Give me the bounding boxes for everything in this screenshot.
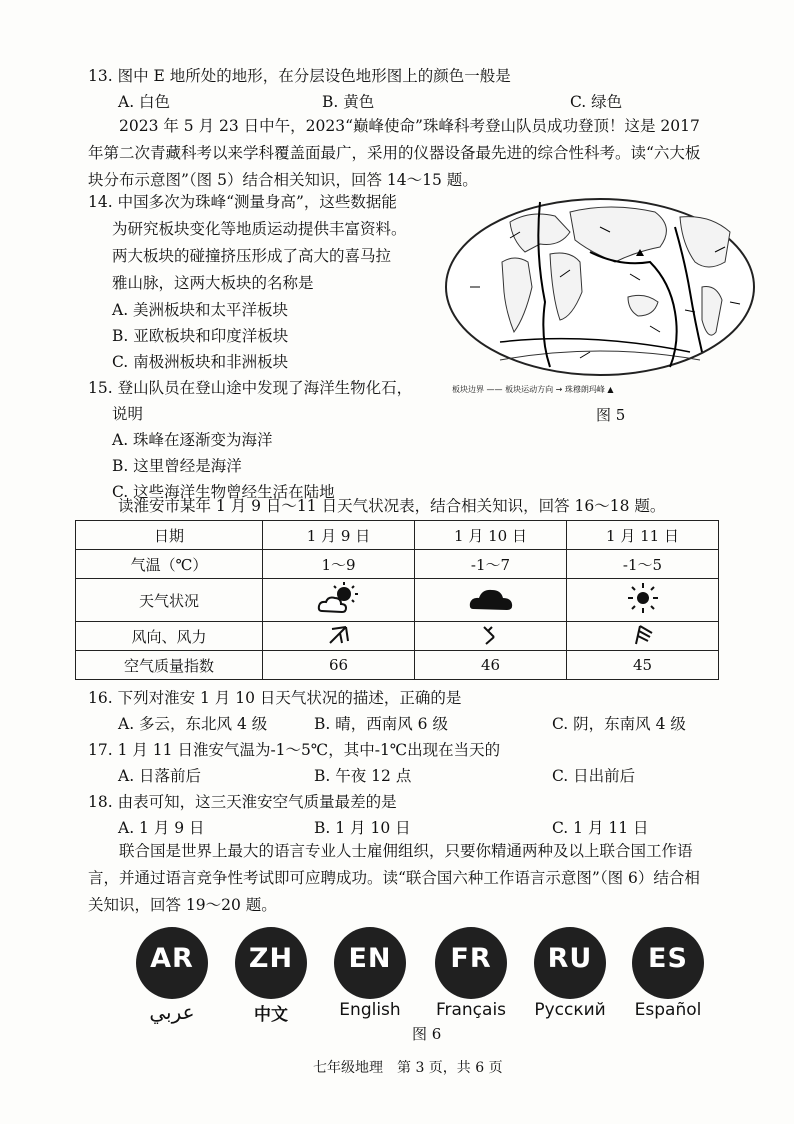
sunny-icon — [624, 581, 662, 615]
language-name-en: English — [339, 1000, 401, 1020]
language-badge-es — [632, 927, 704, 999]
language-badge-zh — [235, 927, 307, 999]
q14-option-a: A. 美洲板块和太平洋板块 — [112, 301, 289, 319]
language-badge-fr — [435, 927, 507, 999]
intro-19-20: 联合国是世界上最大的语言专业人士雇佣组织，只要你精通两种及以上联合国工作语言，并通过语言竞争性考试即可应聘成功。读“联合国六种工作语言示意图”（图 6）结合相关知识，回答 19～20 题。 — [88, 842, 700, 914]
fig5-caption: 图 5 — [596, 406, 626, 424]
language-name-ru: Русский — [534, 1000, 606, 1020]
temp-cell: -1～5 — [567, 550, 719, 579]
q13-option-b: B. 黄色 — [322, 93, 375, 111]
q16-option-c: C. 阴，东南风 4 级 — [552, 715, 686, 733]
table-row — [76, 651, 719, 680]
q13-option-a: A. 白色 — [118, 93, 171, 111]
temp-cell: 1～9 — [263, 550, 415, 579]
badge-code: EN — [348, 943, 392, 974]
q13-stem: 13. 图中 E 地所处的地形，在分层设色地形图上的颜色一般是 — [88, 67, 511, 85]
q17-option-b: B. 午夜 12 点 — [314, 767, 412, 785]
row-label-temp: 气温（℃） — [76, 550, 263, 579]
table-row — [76, 521, 719, 550]
map-legend: 板块边界 —— 板块运动方向 → 珠穆朗玛峰 ▲ — [452, 385, 614, 394]
q14-option-b: B. 亚欧板块和印度洋板块 — [112, 327, 289, 345]
q14-option-c: C. 南极洲板块和非洲板块 — [112, 353, 289, 371]
fig6-caption: 图 6 — [412, 1025, 442, 1043]
badge-code: ZH — [248, 943, 294, 974]
language-name-zh: 中文 — [254, 1005, 288, 1025]
badge-code: RU — [547, 943, 593, 974]
aqi-cell: 46 — [415, 651, 567, 680]
badge-code: AR — [150, 943, 194, 974]
row-label-weather: 天气状况 — [76, 579, 263, 622]
row-label-aqi: 空气质量指数 — [76, 651, 263, 680]
language-badge-en — [334, 927, 406, 999]
overcast-icon — [468, 583, 514, 613]
southeast-4-icon — [630, 623, 656, 645]
table-header-cell: 日期 — [76, 521, 263, 550]
table-header-cell: 1 月 10 日 — [415, 521, 567, 550]
temp-cell: -1～7 — [415, 550, 567, 579]
q16-option-b: B. 晴，西南风 6 级 — [314, 715, 448, 733]
q15-option-a: A. 珠峰在逐渐变为海洋 — [112, 431, 273, 449]
q18-option-a: A. 1 月 9 日 — [118, 819, 205, 837]
table-row — [76, 550, 719, 579]
wind-cell — [415, 622, 567, 651]
condition-cell — [567, 579, 719, 622]
language-name-ar: عربي — [149, 1000, 195, 1024]
q14-line-1: 14. 中国多次为珠峰“测量身高”，这些数据能 — [88, 193, 397, 211]
southwest-6-icon — [478, 623, 504, 645]
q18-stem: 18. 由表可知，这三天淮安空气质量最差的是 — [88, 793, 397, 811]
weather-table — [75, 520, 719, 680]
q15-line-1: 15. 登山队员在登山途中发现了海洋生物化石， — [88, 379, 413, 397]
q18-option-b: B. 1 月 10 日 — [314, 819, 411, 837]
table-row — [76, 622, 719, 651]
table-intro: 读淮安市某年 1 月 9 日～11 日天气状况表，结合相关知识，回答 16～18 题。 — [118, 497, 666, 515]
q13-option-c: C. 绿色 — [570, 93, 623, 111]
aqi-cell: 66 — [263, 651, 415, 680]
partly-cloudy-icon — [316, 581, 362, 615]
table-header-cell: 1 月 11 日 — [567, 521, 719, 550]
q18-option-c: C. 1 月 11 日 — [552, 819, 649, 837]
condition-cell — [263, 579, 415, 622]
table-row — [76, 579, 719, 622]
q15-option-b: B. 这里曾经是海洋 — [112, 457, 242, 475]
q17-stem: 17. 1 月 11 日淮安气温为-1～5℃，其中-1℃出现在当天的 — [88, 741, 501, 759]
language-name-fr: Français — [435, 1000, 507, 1020]
q14-line-2: 为研究板块变化等地质运动提供丰富资料。 — [112, 220, 407, 238]
language-badge-ru — [534, 927, 606, 999]
q17-option-c: C. 日出前后 — [552, 767, 636, 785]
q16-option-a: A. 多云，东北风 4 级 — [118, 715, 268, 733]
wind-cell — [263, 622, 415, 651]
condition-cell — [415, 579, 567, 622]
q14-line-4: 雅山脉，这两大板块的名称是 — [112, 274, 314, 292]
q17-option-a: A. 日落前后 — [118, 767, 202, 785]
language-badge-ar — [136, 927, 208, 999]
page-footer: 七年级地理 第 3 页，共 6 页 — [313, 1060, 503, 1076]
q16-stem: 16. 下列对淮安 1 月 10 日天气状况的描述，正确的是 — [88, 689, 462, 707]
row-label-wind: 风向、风力 — [76, 622, 263, 651]
intro-14-15: 2023 年 5 月 23 日中午，2023“巅峰使命”珠峰科考登山队员成功登顶！这是 2017 年第二次青藏科考以来学科覆盖面最广，采用的仪器设备最先进的综合性科考。读“六大板块分布示意图”（图 5）结合相关知识，回答 14～15 题。 — [88, 117, 701, 189]
q15-line-2: 说明 — [112, 405, 144, 423]
table-header-cell: 1 月 9 日 — [263, 521, 415, 550]
badge-code: FR — [450, 943, 492, 974]
wind-cell — [567, 622, 719, 651]
badge-code: ES — [648, 943, 688, 974]
language-name-es: Español — [634, 1000, 702, 1020]
q14-line-3: 两大板块的碰撞挤压形成了高大的喜马拉 — [112, 247, 392, 265]
northeast-4-icon — [326, 623, 352, 645]
aqi-cell: 45 — [567, 651, 719, 680]
q15-option-c: C. 这些海洋生物曾经生活在陆地 — [112, 483, 335, 501]
